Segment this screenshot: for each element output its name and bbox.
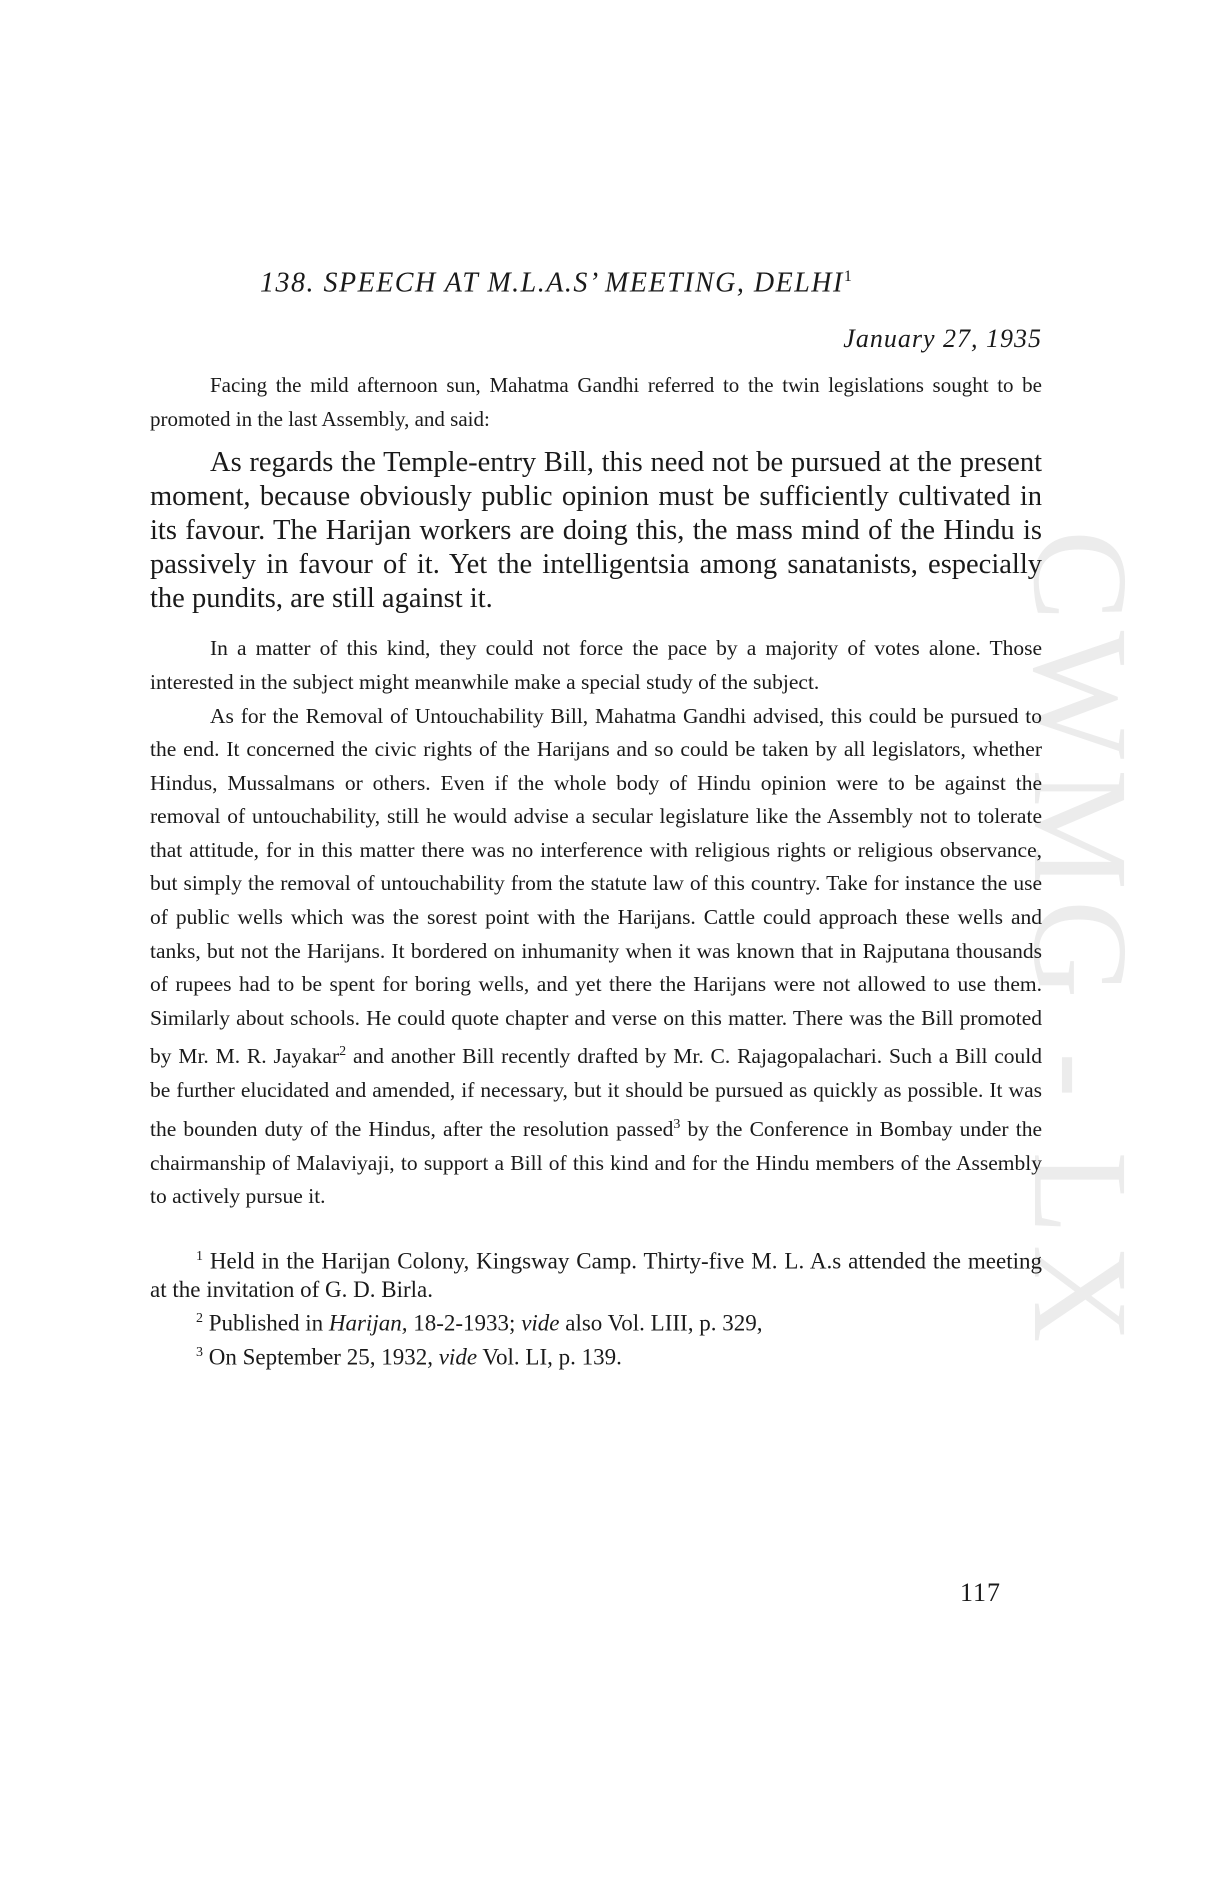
- footnote-2-mark: 2: [196, 1311, 203, 1327]
- footnote-2-italic-journal: Harijan,: [328, 1311, 408, 1337]
- title-text: 138. SPEECH AT M.L.A.S’ MEETING, DELHI: [260, 267, 844, 299]
- footnote-1-line: [150, 1242, 1042, 1305]
- intro-paragraph: Facing the mild afternoon sun, Mahatma Gandhi referred to the twin legislations sought to be promoted in the last Assembly, and said:: [150, 373, 1042, 432]
- footnote-2-post: also Vol. LIII, p. 329,: [559, 1311, 763, 1337]
- paragraph-3-part-2: and another Bill recently drafted by Mr. C. Rajagopalachari. Such a Bill could be further elucidated and amended, if necessary, but it should be pursued as quickly as possible. It was the bounden duty of the Hindus, after the resolution passed: [150, 1044, 1043, 1141]
- footnote-2-pre: Published in: [203, 1311, 329, 1337]
- footnotes: [150, 1242, 1042, 1372]
- footnote-1: [150, 1242, 1042, 1305]
- footnote-2-mid: 18-2-1933;: [407, 1311, 522, 1337]
- footnote-3: [150, 1338, 1042, 1372]
- footnote-1-mark: 1: [196, 1248, 203, 1264]
- footnote-1-text: Held in the Harijan Colony, Kingsway Camp. Thirty-five M. L. A.s attended the meeting at the invitation of G. D. Birla.: [150, 1248, 1042, 1303]
- body-paragraph-3: [150, 700, 1042, 1214]
- watermark-text: CWMG - LX: [1005, 530, 1155, 1353]
- paragraph-3-part-3: by the Conference in Bombay under the chairmanship of Malaviyaji, to support a Bill of this kind and for the Hindu members of the Assembly to actively pursue it.: [150, 1116, 1042, 1209]
- date-line: January 27, 1935: [843, 324, 1042, 354]
- footnote-ref-3: 3: [673, 1116, 681, 1132]
- page-title: [260, 258, 1042, 302]
- footnote-3-post: Vol. LI, p. 139.: [477, 1344, 622, 1370]
- footnote-2-italic-vide: vide: [521, 1311, 560, 1337]
- document-page: [150, 258, 1042, 1372]
- page-number: 117: [960, 1578, 1002, 1607]
- footnote-ref-2: 2: [339, 1044, 347, 1060]
- speech-paragraph: As regards the Temple-entry Bill, this need not be pursued at the present moment, because obviously public opinion must be sufficiently cultivated in its favour. The Harijan workers are doing this, the mass mind of the Hindu is passively in favour of it. Yet the intelligentsia among sanatanists, especially the pundits, are still against it.: [150, 447, 1042, 615]
- footnote-2: [150, 1304, 1042, 1338]
- footnote-3-mark: 3: [196, 1345, 203, 1361]
- paragraph-3-part-1: As for the Removal of Untouchability Bill, Mahatma Gandhi advised, this could be pursued to the end. It concerned the civic rights of the Harijans and so could be taken by all legislators, whether Hindus, Mussalmans or others. Even if the whole body of Hindu opinion were to be against the removal of untouchability, still he would advise a secular legislature like the Assembly not to tolerate that attitude, for in this matter there was no interference with religious rights or religious observance, but simply the removal of untouchability from the statute law of this country. Take for instance the use of public wells which was the sorest point with the Harijans. Cattle could approach these wells and tanks, but not the Harijans. It bordered on inhumanity when it was known that in Rajputana thousands of rupees had to be spent for boring wells, and yet there the Harijans were not allowed to use them. Similarly about schools. He could quote chapter and verse on this matter. There was the Bill promoted by Mr. M. R. Jayakar: [150, 703, 1042, 1069]
- footnote-3-pre: On September 25, 1932,: [203, 1344, 439, 1370]
- watermark: [1005, 500, 1218, 1400]
- title-footnote-mark: 1: [843, 268, 854, 285]
- body-paragraph-2: In a matter of this kind, they could not force the pace by a majority of votes alone. Those interested in the subject might meanwhile make a special study of the subject.: [150, 636, 1042, 694]
- footnote-3-italic-vide: vide: [438, 1344, 478, 1370]
